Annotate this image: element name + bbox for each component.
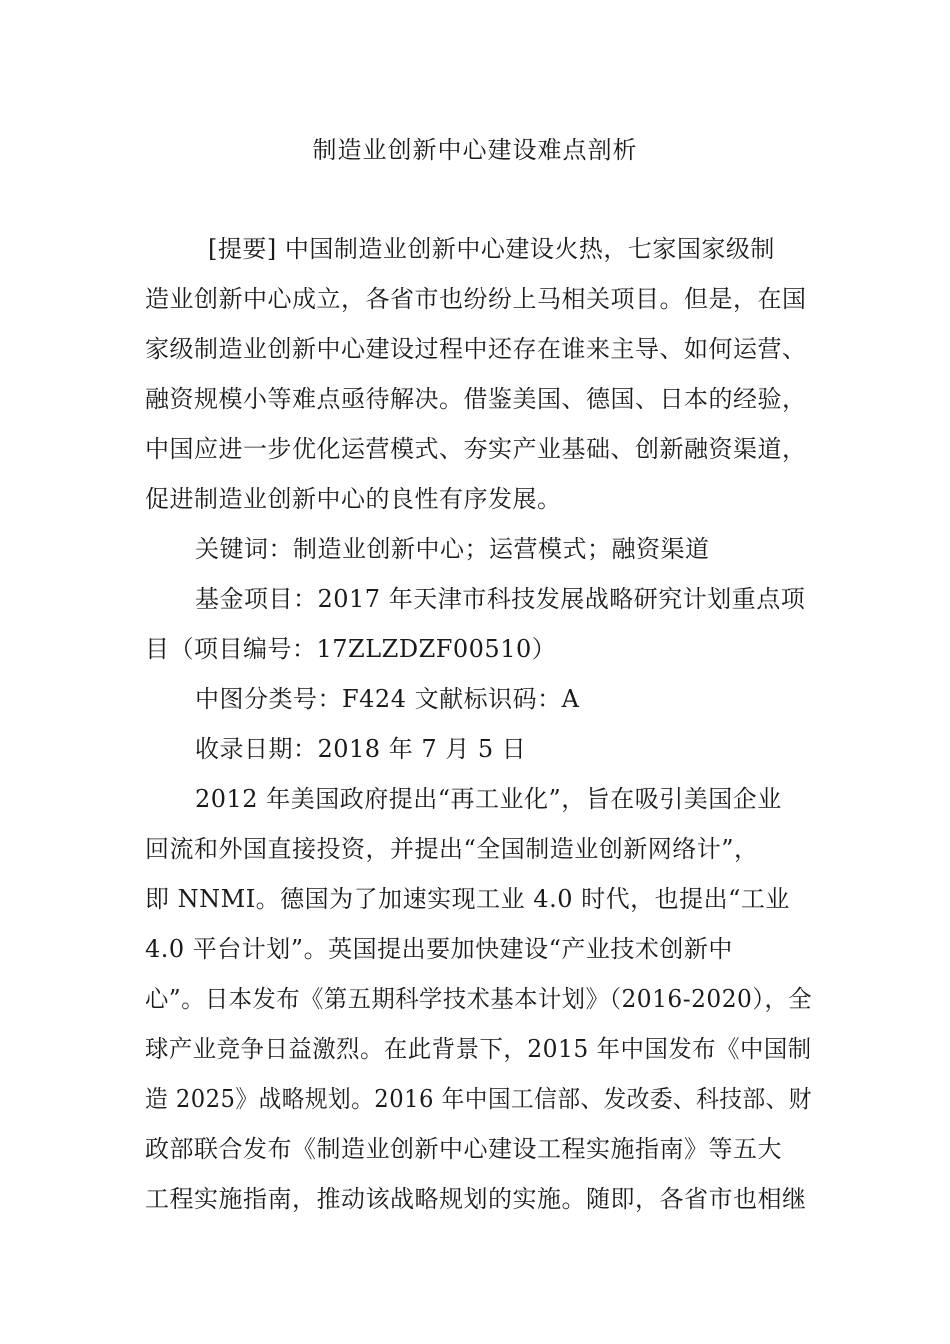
fund-line-2: 目（项目编号：17ZLZDZF00510） (145, 635, 557, 663)
abstract-line-1: [提要] 中国制造业创新中心建设火热，七家国家级制 (208, 235, 775, 263)
abstract-line-6: 促进制造业创新中心的良性有序发展。 (145, 485, 562, 513)
body-line-3: 即 NNMI。德国为了加速实现工业 4.0 时代，也提出“工业 (145, 885, 790, 913)
abstract-line-2: 造业创新中心成立，各省市也纷纷上马相关项目。但是，在国 (145, 285, 807, 313)
abstract-line-5: 中国应进一步优化运营模式、夯实产业基础、创新融资渠道， (145, 435, 807, 463)
abstract-line-3: 家级制造业创新中心建设过程中还存在谁来主导、如何运营、 (145, 335, 807, 363)
fund-line-1: 基金项目：2017 年天津市科技发展战略研究计划重点项 (195, 585, 806, 613)
body-line-8: 政部联合发布《制造业创新中心建设工程实施指南》等五大 (145, 1135, 782, 1163)
body-line-4: 4.0 平台计划”。英国提出要加快建设“产业技术创新中 (145, 935, 733, 963)
abstract-line-4: 融资规模小等难点亟待解决。借鉴美国、德国、日本的经验， (145, 385, 807, 413)
body-line-9: 工程实施指南，推动该战略规划的实施。随即，各省市也相继 (145, 1185, 807, 1213)
body-line-6: 球产业竞争日益激烈。在此背景下，2015 年中国发布《中国制 (145, 1035, 812, 1063)
body-line-1: 2012 年美国政府提出“再工业化”，旨在吸引美国企业 (195, 785, 782, 813)
keywords-line: 关键词：制造业创新中心；运营模式；融资渠道 (195, 535, 710, 563)
body-line-2: 回流和外国直接投资，并提出“全国制造业创新网络计”， (145, 835, 759, 863)
received-date-line: 收录日期：2018 年 7 月 5 日 (195, 735, 527, 763)
classification-line: 中图分类号：F424 文献标识码：A (195, 685, 580, 713)
body-line-7: 造 2025》战略规划。2016 年中国工信部、发改委、科技部、财 (145, 1085, 812, 1113)
body-line-5: 心”。日本发布《第五期科学技术基本计划》（2016-2020），全 (145, 985, 813, 1013)
document-title: 制造业创新中心建设难点剖析 (312, 136, 638, 164)
